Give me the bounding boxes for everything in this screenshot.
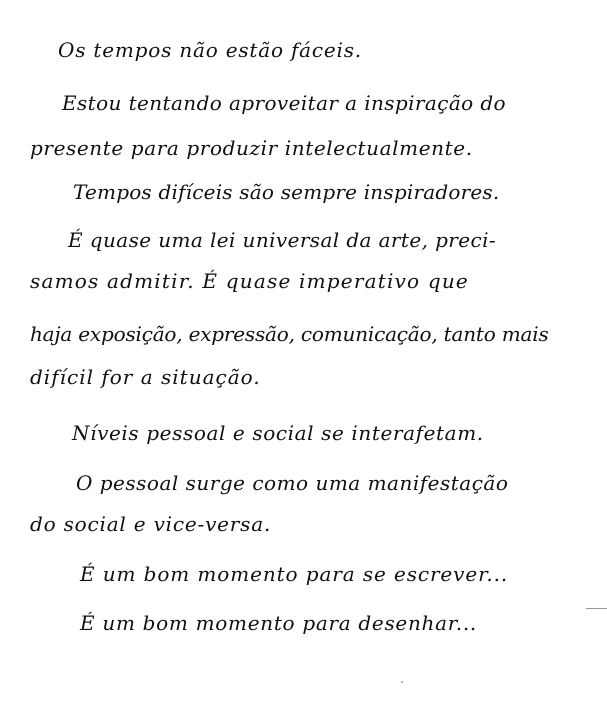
text-line: difícil for a situação. (30, 365, 261, 389)
scan-dust-dot (401, 681, 403, 683)
text-line: É quase uma lei universal da arte, preci- (68, 228, 497, 252)
text-line: presente para produzir intelectualmente. (30, 136, 473, 160)
text-line: É um bom momento para desenhar... (80, 611, 477, 635)
text-line: Os tempos não estão fáceis. (58, 38, 362, 62)
text-line: É um bom momento para se escrever... (80, 562, 509, 586)
text-line: do social e vice-versa. (30, 512, 272, 536)
text-line: O pessoal surge como uma manifestação (76, 471, 509, 495)
text-line: samos admitir. É quase imperativo que (30, 269, 469, 293)
text-line: Estou tentando aproveitar a inspiração do (62, 91, 506, 115)
text-line: haja exposição, expressão, comunicação, tanto mais (30, 322, 549, 346)
text-line: Níveis pessoal e social se interafetam. (72, 421, 484, 445)
text-line: Tempos difíceis são sempre inspiradores. (73, 180, 500, 204)
scan-edge-mark (586, 608, 607, 609)
